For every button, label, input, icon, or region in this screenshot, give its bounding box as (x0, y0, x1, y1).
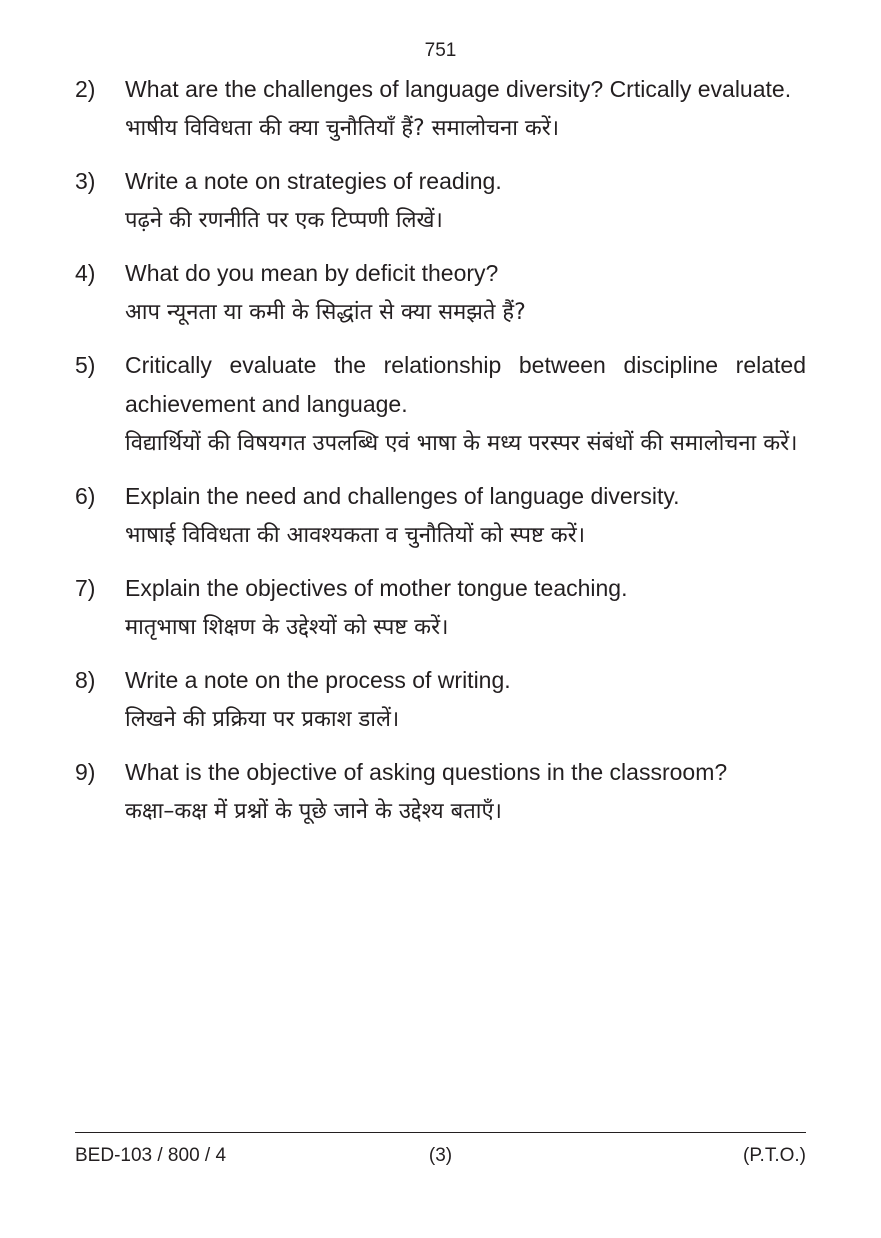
question-text-english: Explain the objectives of mother tongue teaching. (125, 575, 628, 601)
footer-page-number: (3) (428, 1145, 453, 1166)
question-number: 4) (75, 260, 96, 286)
question-text-english: Explain the need and challenges of language diversity. (125, 483, 680, 509)
question-item (75, 753, 806, 831)
question-text-english: Write a note on the process of writing. (125, 667, 511, 693)
question-number: 6) (75, 483, 96, 509)
footer-divider (75, 1132, 806, 1133)
question-text-hindi: कक्षा–कक्ष में प्रश्नों के पूछे जाने के उद्देश्य बताएँ। (125, 799, 502, 824)
question-text-english: Write a note on strategies of reading. (125, 168, 502, 194)
question-text-hindi: भाषाई विविधता की आवश्यकता व चुनौतियों को स्पष्ट करें। (125, 523, 586, 548)
question-text-hindi: आप न्यूनता या कमी के सिद्धांत से क्या समझते हैं? (125, 300, 526, 325)
question-text-english: What is the objective of asking questions in the classroom? (125, 759, 728, 785)
question-number: 7) (75, 575, 96, 601)
please-turn-over: (P.T.O.) (743, 1145, 806, 1166)
page-number: 751 (424, 40, 457, 61)
question-item (75, 477, 806, 555)
question-item (75, 346, 806, 463)
question-number: 8) (75, 667, 96, 693)
question-text-hindi: लिखने की प्रक्रिया पर प्रकाश डालें। (125, 707, 400, 732)
question-number: 9) (75, 759, 96, 785)
question-text-hindi: मातृभाषा शिक्षण के उद्देश्यों को स्पष्ट करें। (125, 615, 449, 640)
question-number: 5) (75, 352, 96, 378)
question-text-hindi: पढ़ने की रणनीति पर एक टिप्पणी लिखें। (125, 208, 443, 233)
question-text-hindi: विद्यार्थियों की विषयगत उपलब्धि एवं भाषा के मध्य परस्पर संबंधों की समालोचना करें। (125, 431, 798, 456)
question-item (75, 162, 806, 240)
question-item (75, 254, 806, 332)
question-text-english: What are the challenges of language diversity? Crtically evaluate. (125, 76, 792, 102)
question-text-english: Critically evaluate the relationship between discipline related achievement and language. (125, 352, 806, 417)
question-list (75, 70, 806, 845)
question-item (75, 569, 806, 647)
question-item (75, 661, 806, 739)
question-number: 2) (75, 76, 96, 102)
question-text-hindi: भाषीय विविधता की क्या चुनौतियाँ हैं? समालोचना करें। (125, 116, 560, 141)
question-text-english: What do you mean by deficit theory? (125, 260, 499, 286)
footer (75, 1143, 806, 1169)
question-item (75, 70, 806, 148)
question-number: 3) (75, 168, 96, 194)
paper-code: BED-103 / 800 / 4 (75, 1145, 227, 1166)
